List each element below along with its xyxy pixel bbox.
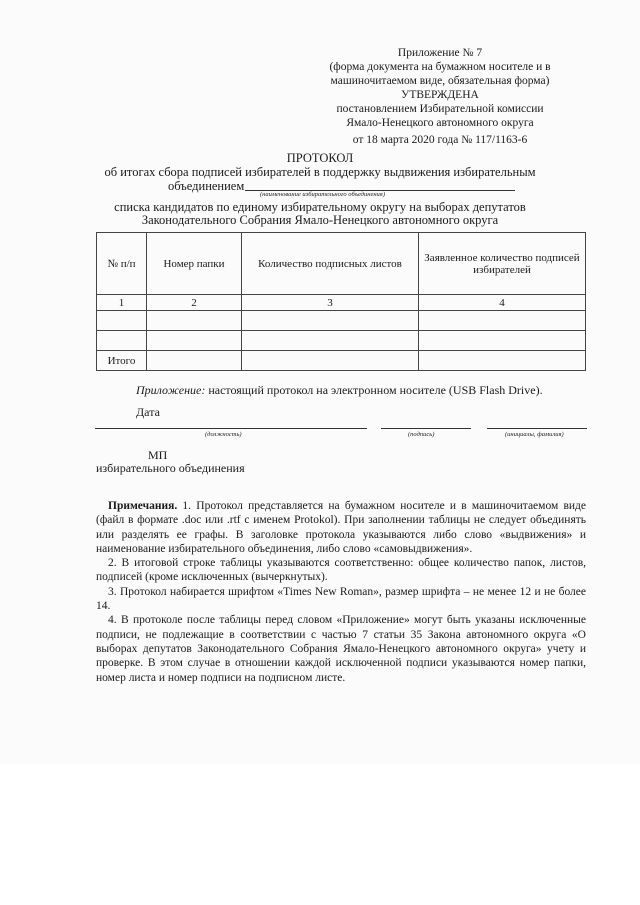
table-cell[interactable]: [97, 311, 147, 331]
sign-hint: (подпись): [408, 431, 435, 438]
notes-section: [96, 499, 586, 685]
date-label: Дата: [136, 405, 160, 419]
total-label: Итого: [97, 351, 147, 371]
table-row: [97, 331, 586, 351]
signatures-table: [96, 232, 586, 371]
blank-area: [0, 764, 640, 905]
table-total-row: [97, 351, 586, 371]
note-3: 3. Протокол набирается шрифтом «Times New Roman», размер шрифта – не менее 12 и не более 14.: [96, 585, 586, 613]
association-name-hint: (наименование избирательного объединения): [260, 191, 385, 198]
appendix-text: настоящий протокол на электронном носителе (USB Flash Drive).: [208, 383, 543, 397]
sign-line[interactable]: [381, 427, 471, 429]
protocol-subtitle-line3: списка кандидатов по единому избирательному округу на выборах депутатов: [114, 200, 526, 214]
table-cell[interactable]: [242, 311, 419, 331]
protocol-subtitle-line4: Законодательного Собрания Ямало-Ненецкого автономного округа: [141, 213, 499, 227]
protocol-title: ПРОТОКОЛ: [286, 151, 354, 165]
table-cell[interactable]: [419, 311, 586, 331]
table-cell[interactable]: [97, 331, 147, 351]
form-note-line1: (форма документа на бумажном носителе и в: [329, 61, 551, 73]
notes-heading: Примечания.: [108, 500, 178, 512]
note-2: 2. В итоговой строке таблицы указываются соответственно: общее количество папок, листов, подписей (кроме исключенных (вычеркнутых).: [96, 557, 586, 584]
table-cell[interactable]: [147, 311, 242, 331]
table-cell[interactable]: [419, 331, 586, 351]
commission-line: Ямало-Ненецкого автономного округа: [346, 117, 534, 129]
header-folder: Номер папки: [147, 233, 242, 295]
table-header-row: [97, 233, 586, 295]
form-note-line2: машиночитаемом виде, обязательная форма): [330, 75, 550, 87]
stamp-owner: избирательного объединения: [96, 461, 245, 475]
approved-label: УТВЕРЖДЕНА: [401, 89, 479, 101]
resolution-line: постановлением Избирательной комиссии: [336, 103, 544, 115]
appendix-number: Приложение № 7: [397, 47, 483, 59]
stamp-label: МП: [148, 448, 168, 462]
protocol-subtitle-line2: объединением: [168, 179, 245, 193]
col-number-4: 4: [419, 295, 586, 311]
position-line[interactable]: [95, 427, 367, 429]
note-1: Примечания. 1. Протокол представляется на бумажном носителе и в машиночитаемом виде (файл в формате .doc или .rtf с именем Protokol). При заполнении таблицы не следует объединять или разделять ее графы. В заголовке протокола указываются либо слово «выдвижения» и наименование избирательного объединения, либо слово «самовыдвижения».: [96, 500, 587, 555]
resolution-date: от 18 марта 2020 года № 117/1163-6: [352, 134, 528, 146]
header-declared: Заявленное количество подписей избирателей: [419, 233, 586, 295]
header-sheets: Количество подписных листов: [242, 233, 419, 295]
table-cell[interactable]: [419, 351, 586, 371]
table-cell[interactable]: [147, 351, 242, 371]
col-number-2: 2: [147, 295, 242, 311]
col-number-3: 3: [242, 295, 419, 311]
approval-header: [300, 46, 580, 147]
table-cell[interactable]: [242, 351, 419, 371]
table-cell[interactable]: [147, 331, 242, 351]
initials-hint: (инициалы, фамилия): [505, 431, 564, 438]
note-4: 4. В протоколе после таблицы перед словом «Приложение» могут быть указаны исключенные подписи, не подлежащие в соответствии с частью 7 статьи 35 Закона автономного округа «О выборах депутатов Законодательного Собрания Ямало-Ненецкого автономного округа» учету и проверке. В этом случае в отношении каждой исключенной подписи указываются номер папки, номер листа и номер подписи на подписном листе.: [96, 614, 586, 684]
appendix-label: Приложение:: [136, 383, 206, 397]
header-number: № п/п: [97, 233, 147, 295]
appendix-note: [136, 383, 543, 398]
association-name-line[interactable]: [245, 177, 515, 191]
table-cell[interactable]: [242, 331, 419, 351]
table-numbers-row: [97, 295, 586, 311]
protocol-subtitle-line1: об итогах сбора подписей избирателей в поддержку выдвижения избирательным: [104, 165, 536, 179]
table-row: [97, 311, 586, 331]
position-hint: (должность): [205, 431, 242, 438]
col-number-1: 1: [97, 295, 147, 311]
initials-line[interactable]: [487, 427, 587, 429]
